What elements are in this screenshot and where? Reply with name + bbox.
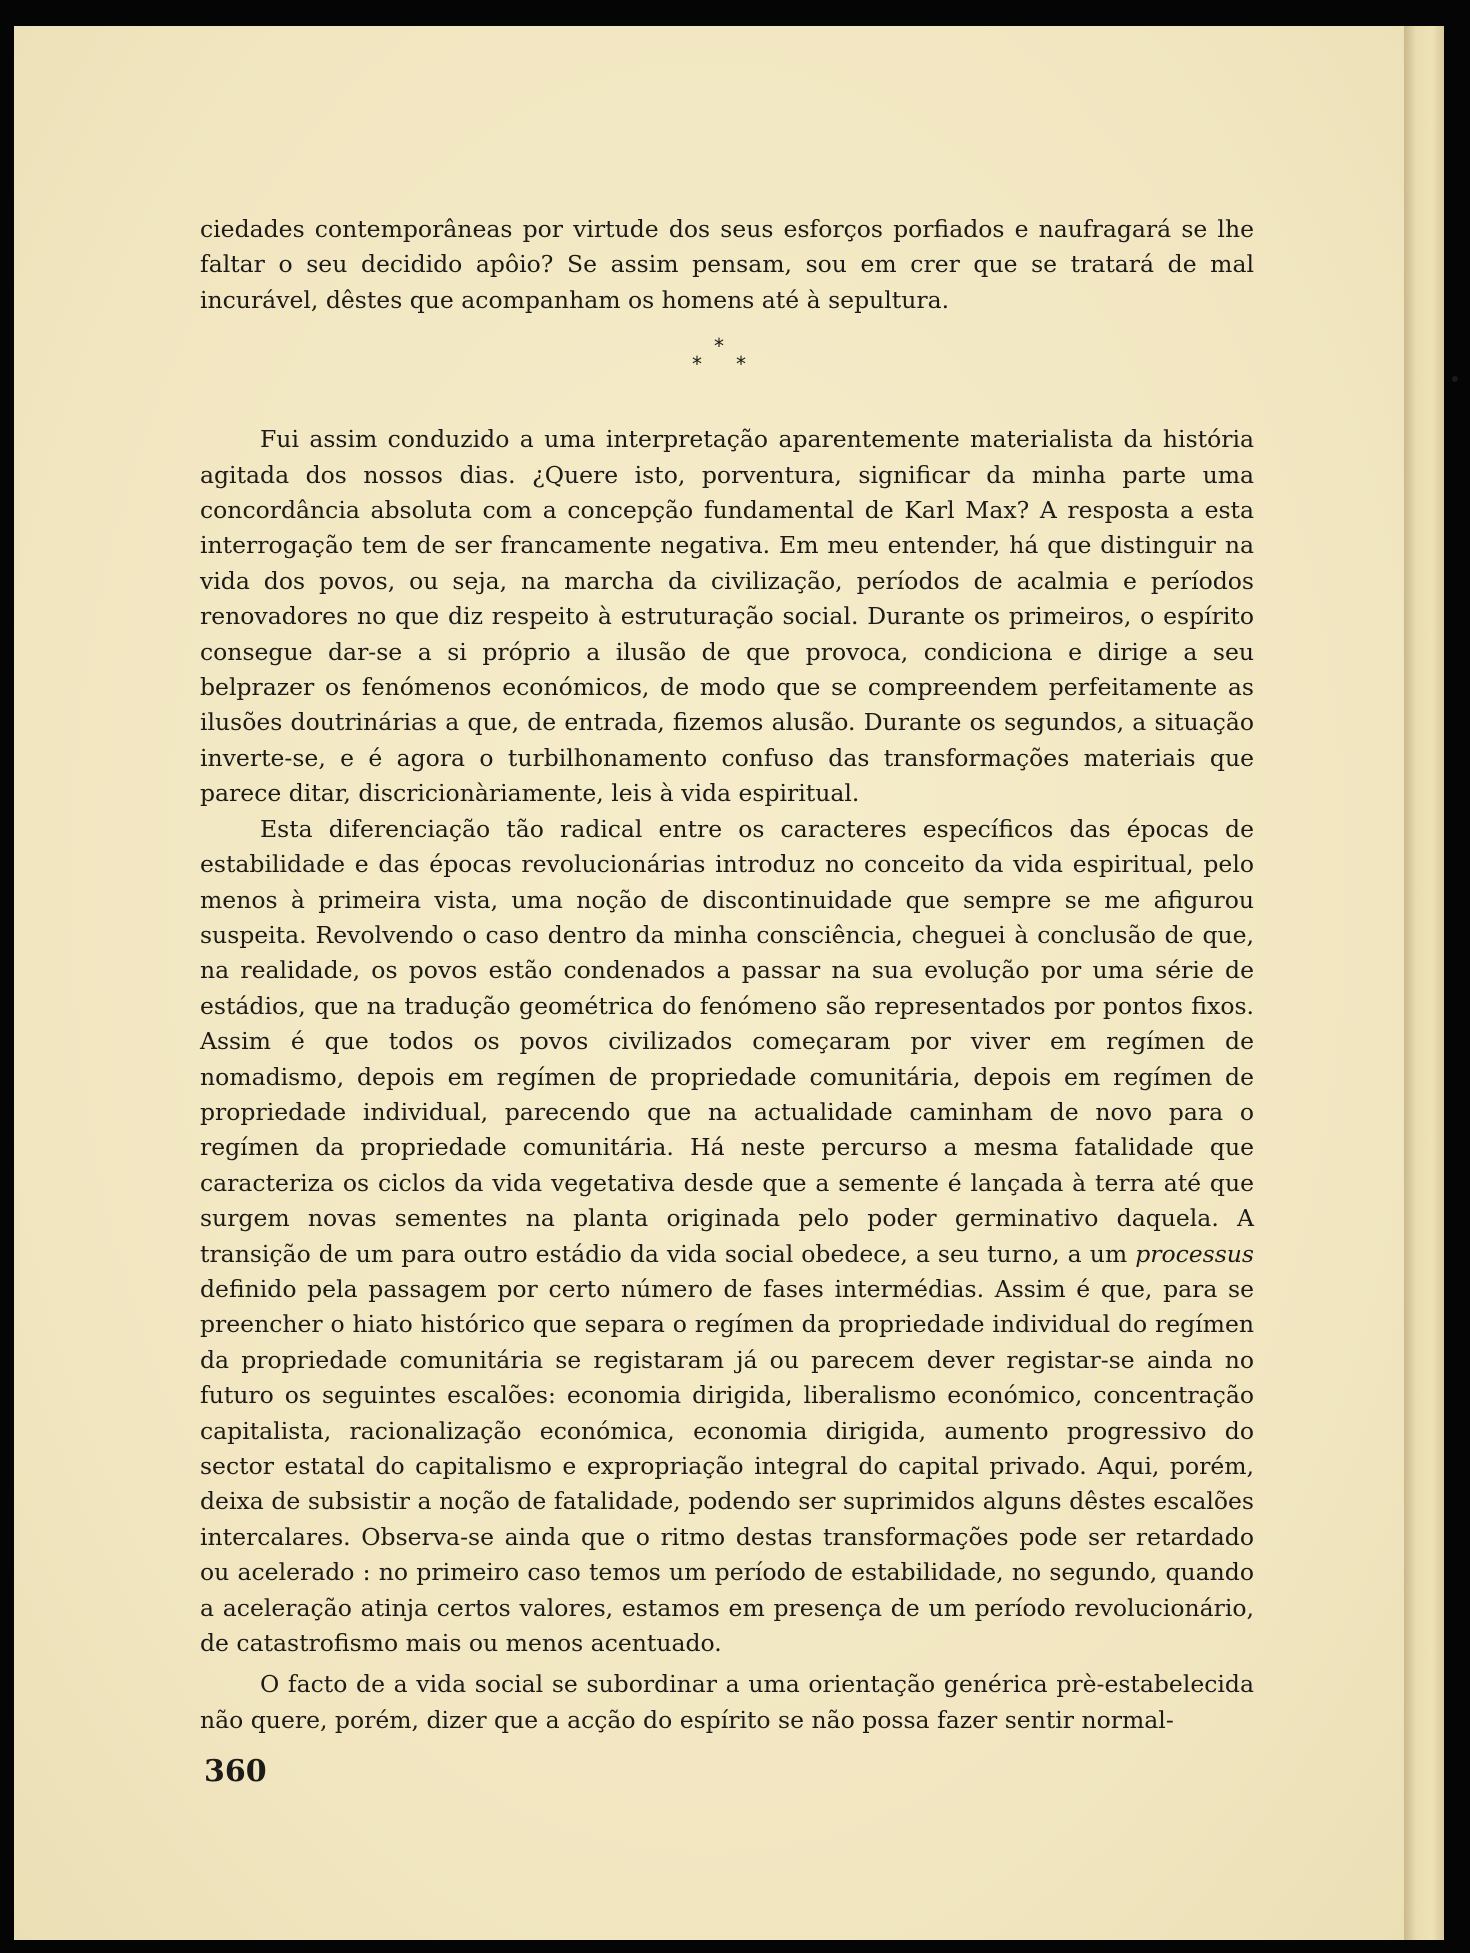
section-break-asterism (200, 318, 1254, 422)
page-number: 360 (204, 1754, 267, 1789)
asterism-star-top: * (714, 334, 724, 359)
paragraph-social-life: O facto de a vida social se subordinar a uma orientação genérica prè-estabelecida não quere, porém, dizer que a acção do espírito se não possa fazer sentir normal- (200, 1670, 1254, 1734)
page-text (200, 212, 1254, 1738)
paragraph-interpretation: Fui assim conduzido a uma interpretação aparentemente materialista da história agitada dos nossos dias. ¿Quere isto, porventura, significar da minha parte uma concordância absoluta com a concepção fundamental de Karl Max? A resposta a esta interrogação tem de ser francamente negativa. Em meu entender, há que distinguir na vida dos povos, ou seja, na marcha da civilização, períodos de acalmia e períodos renovadores no que diz respeito à estruturação social. Durante os primeiros, o espírito consegue dar-se a si próprio a ilusão de que provoca, condiciona e dirige a seu belprazer os fenómenos económicos, de modo que se compreendem perfeitamente as ilusões doutrinárias a que, de entrada, fizemos alusão. Durante os segundos, a situação inverte-se, e é agora o turbilhonamento confuso das transformações materiais que parece ditar, discricionàriamente, leis à vida espiritual. (200, 425, 1254, 808)
italic-processus: processus (1135, 1239, 1254, 1268)
next-page-edge (1404, 26, 1444, 1940)
asterism-star-left: * (692, 352, 702, 377)
asterism-star-right: * (736, 352, 746, 377)
paragraph-differentiation-part2: definido pela passagem por certo número de fases intermédias. Assim é que, para se preencher o hiato histórico que separa o regímen da propriedade individual do regímen da propriedade comunitária se registaram já ou parecem dever registar-se ainda no futuro os seguintes escalões: economia dirigida, liberalismo económico, concentração capitalista, racionalização económica, economia dirigida, aumento progressivo do sector estatal do capitalismo e expropriação integral do capital privado. Aqui, porém, deixa de subsistir a noção de fatalidade, podendo ser suprimidos alguns dêstes escalões intercalares. Observa-se ainda que o ritmo destas transformações pode ser retardado ou acelerado : no primeiro caso temos um período de estabilidade, no segundo, quando a aceleração atinja certos valores, estamos em presença de um período revolucionário, de catastrofismo mais ou menos acentuado. (200, 1274, 1254, 1658)
edge-mark (1452, 376, 1458, 382)
paragraph-continued: ciedades contemporâneas por virtude dos seus esforços porfiados e naufragará se lhe faltar o seu decidido apôio? Se assim pensam, sou em crer que se tratará de mal incurável, dêstes que acompanham os homens até à sepultura. (200, 215, 1254, 314)
paragraph-differentiation (200, 812, 1254, 1662)
paragraph-differentiation-part1: Esta diferenciação tão radical entre os caracteres específicos das épocas de estabilidade e das épocas revolucionárias introduz no conceito da vida espiritual, pelo menos à primeira vista, uma noção de discontinuidade que sempre se me afigurou suspeita. Revolvendo o caso dentro da minha consciência, cheguei à conclusão de que, na realidade, os povos estão condenados a passar na sua evolução por uma série de estádios, que na tradução geométrica do fenómeno são representados por pontos fixos. Assim é que todos os povos civilizados começaram por viver em regímen de nomadismo, depois em regímen de propriedade comunitária, depois em regímen de propriedade individual, parecendo que na actualidade caminham de novo para o regímen da propriedade comunitária. Há neste percurso a mesma fatalidade que caracteriza os ciclos da vida vegetativa desde que a semente é lançada à terra até que surgem novas sementes na planta originada pelo poder germinativo daquela. A transição de um para outro estádio da vida social obedece, a seu turno, a um (200, 814, 1254, 1268)
